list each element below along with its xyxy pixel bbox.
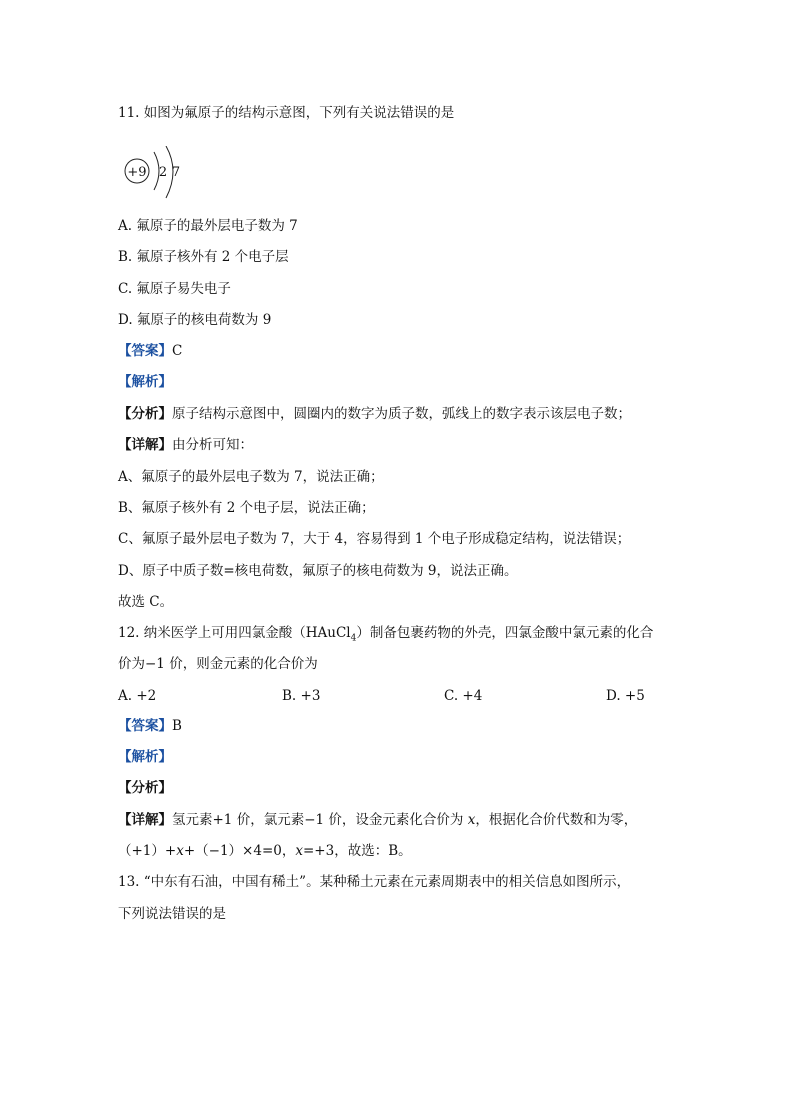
variable-x: x (295, 843, 303, 859)
analysis-tag: 【解析】 (118, 374, 172, 390)
q11-detail-a: A、氟原子的最外层电子数为 7，说法正确； (118, 469, 384, 485)
shell-2-electrons: 7 (171, 165, 181, 180)
answer-value: B (172, 718, 182, 734)
xiangjie-text-a: 氢元素+1 价，氯元素−1 价，设金元素化合价为 (172, 812, 468, 828)
q11-option-d: D. 氟原子的核电荷数为 9 (118, 312, 272, 328)
q11-conclusion: 故选 C。 (118, 594, 174, 610)
fenxi-tag: 【分析】 (118, 780, 172, 796)
q12-option-a: A. +2 (118, 688, 157, 704)
xiangjie-tag: 【详解】 (118, 812, 172, 828)
answer-value: C (172, 343, 183, 359)
calc-part-c: =+3，故选：B。 (302, 843, 412, 859)
xiangjie-text-b: ，根据化合价代数和为零， (475, 812, 638, 828)
q11-detail-d: D、原子中质子数=核电荷数，氟原子的核电荷数为 9，说法正确。 (118, 563, 518, 579)
q11-option-c: C. 氟原子易失电子 (118, 281, 231, 297)
q11-stem: 11. 如图为氟原子的结构示意图，下列有关说法错误的是 (118, 105, 455, 121)
answer-tag: 【答案】 (118, 343, 172, 359)
fluorine-atom-structure-diagram (122, 146, 190, 204)
q13-stem-line2: 下列说法错误的是 (118, 906, 226, 922)
q12-analysis-heading (118, 747, 172, 767)
xiangjie-tag: 【详解】 (118, 437, 172, 453)
fenxi-tag: 【分析】 (118, 406, 172, 422)
fenxi-text: 原子结构示意图中，圆圈内的数字为质子数，弧线上的数字表示该层电子数； (172, 406, 631, 422)
xiangjie-text: 由分析可知： (172, 437, 253, 453)
q12-option-d: D. +5 (606, 688, 645, 704)
q11-detail-c: C、氟原子最外层电子数为 7，大于 4，容易得到 1 个电子形成稳定结构，说法错误； (118, 531, 631, 547)
calc-part-b: +（−1）×4=0， (183, 843, 296, 859)
q11-answer (118, 341, 182, 361)
q11-analysis-heading (118, 372, 172, 392)
q12-option-b: B. +3 (282, 688, 321, 704)
q11-detail-b: B、氟原子核外有 2 个电子层，说法正确； (118, 500, 375, 516)
calc-part-a: （+1）+ (118, 843, 177, 859)
shell-1-electrons: 2 (158, 165, 168, 180)
q11-fenxi (118, 404, 631, 424)
q12-fenxi (118, 778, 172, 798)
q12-stem-line2: 价为−1 价，则金元素的化合价为 (118, 656, 318, 672)
variable-x: x (467, 812, 476, 828)
answer-tag: 【答案】 (118, 718, 172, 734)
q11-option-a: A. 氟原子的最外层电子数为 7 (118, 218, 298, 234)
q12-answer (118, 716, 182, 736)
q12-stem-line1 (118, 623, 653, 649)
q11-xiangjie (118, 435, 253, 455)
variable-x: x (176, 843, 184, 859)
q13-stem-line1: 13. “中东有石油，中国有稀土”。某种稀土元素在元素周期表中的相关信息如图所示， (118, 874, 631, 890)
q12-stem-part-a: 12. 纳米医学上可用四氯金酸（HAuCl (118, 625, 351, 641)
q12-option-c: C. +4 (444, 688, 483, 704)
q12-calculation (118, 841, 412, 861)
nucleus-charge: +9 (127, 165, 147, 180)
q11-option-b: B. 氟原子核外有 2 个电子层 (118, 249, 289, 265)
analysis-tag: 【解析】 (118, 749, 172, 765)
q12-stem-part-b: ）制备包裹药物的外壳，四氯金酸中氯元素的化合 (356, 625, 654, 641)
q12-stem-subscript: 4 (350, 633, 357, 644)
q12-xiangjie (118, 810, 637, 830)
